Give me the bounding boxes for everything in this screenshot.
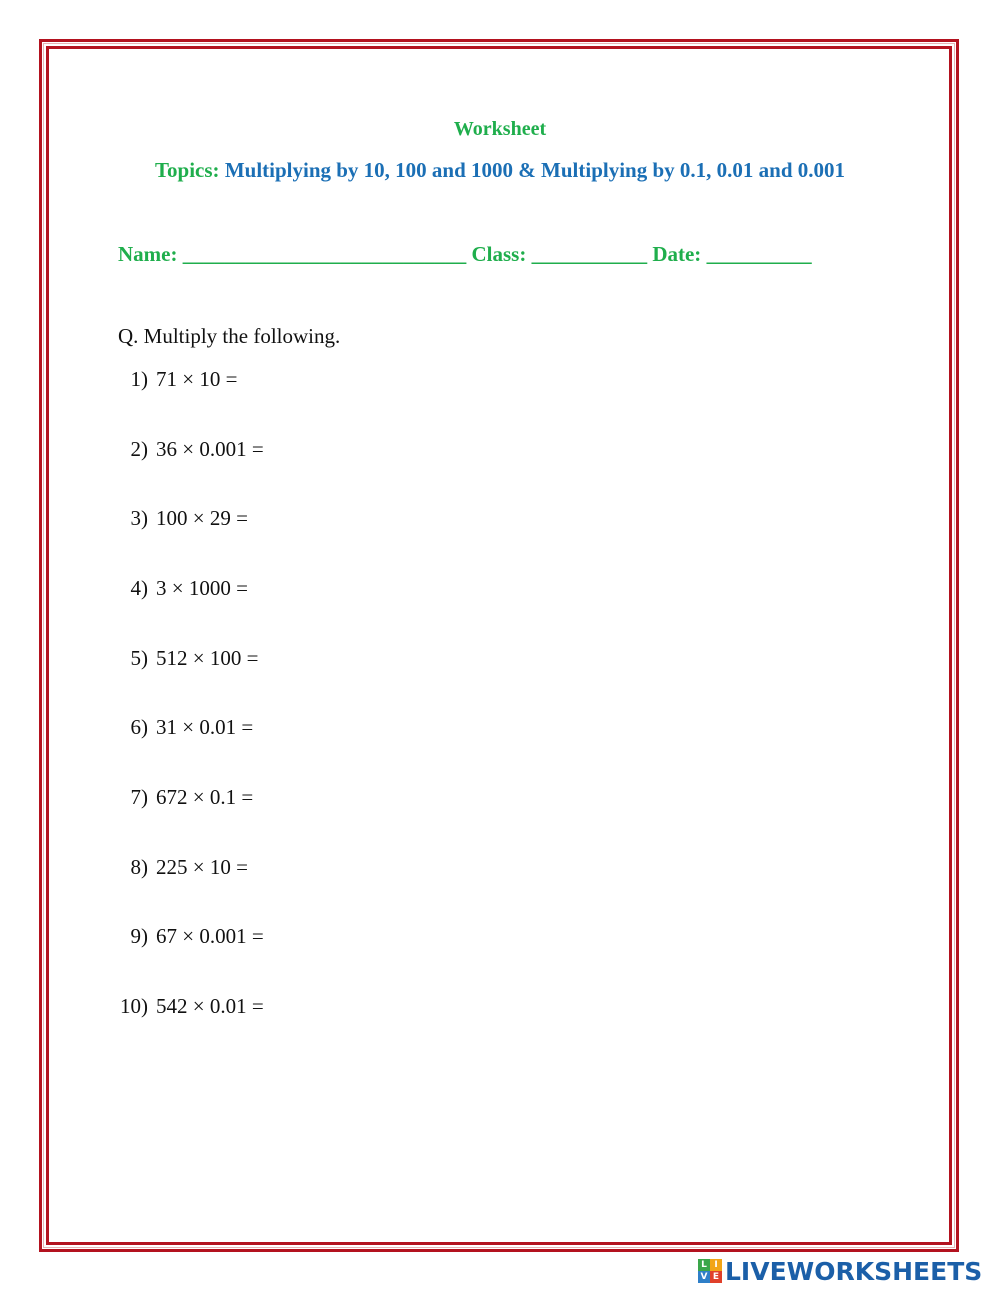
logo-text: LIVEWORKSHEETS <box>725 1256 983 1286</box>
list-item <box>112 576 248 601</box>
item-expression: 71 × 10 = <box>156 367 238 391</box>
name-blank[interactable]: ___________________________ <box>182 242 467 266</box>
list-item <box>112 367 237 392</box>
logo-letter: E <box>710 1271 722 1283</box>
topics-label: Topics: <box>154 158 220 182</box>
topics-line <box>0 158 1000 183</box>
item-number: 5) <box>130 646 148 670</box>
item-number: 7) <box>130 785 148 809</box>
list-item <box>112 924 264 949</box>
item-number: 6) <box>130 715 148 739</box>
item-expression: 100 × 29 = <box>156 506 248 530</box>
topics-value: Multiplying by 10, 100 and 1000 & Multiplying by 0.1, 0.01 and 0.001 <box>224 158 846 182</box>
item-number: 9) <box>130 924 148 948</box>
list-item <box>112 785 253 810</box>
list-item <box>112 855 248 880</box>
date-blank[interactable]: __________ <box>706 242 812 266</box>
question-prompt: Q. Multiply the following. <box>118 324 341 348</box>
item-expression: 542 × 0.01 = <box>156 994 264 1018</box>
item-number: 3) <box>130 506 148 530</box>
name-label: Name: <box>118 242 178 266</box>
item-number: 4) <box>130 576 148 600</box>
item-expression: 225 × 10 = <box>156 855 248 879</box>
list-item <box>112 994 264 1019</box>
item-number: 2) <box>130 437 148 461</box>
liveworksheets-logo <box>698 1256 982 1286</box>
class-label: Class: <box>471 242 527 266</box>
list-item <box>112 506 248 531</box>
logo-letter: V <box>698 1271 710 1283</box>
item-number: 10) <box>120 994 148 1018</box>
item-expression: 3 × 1000 = <box>156 576 248 600</box>
item-expression: 672 × 0.1 = <box>156 785 254 809</box>
item-number: 1) <box>130 367 148 391</box>
class-blank[interactable]: ___________ <box>531 242 648 266</box>
student-info-row <box>118 242 812 267</box>
item-expression: 36 × 0.001 = <box>156 437 264 461</box>
worksheet-title: Worksheet <box>453 118 547 140</box>
logo-letter: L <box>698 1259 710 1271</box>
item-number: 8) <box>130 855 148 879</box>
item-expression: 67 × 0.001 = <box>156 924 264 948</box>
list-item <box>112 715 253 740</box>
date-label: Date: <box>652 242 702 266</box>
list-item <box>112 646 258 671</box>
item-expression: 31 × 0.01 = <box>156 715 254 739</box>
logo-letter: I <box>710 1259 722 1271</box>
logo-icon <box>698 1259 722 1283</box>
item-expression: 512 × 100 = <box>156 646 259 670</box>
list-item <box>112 437 264 462</box>
